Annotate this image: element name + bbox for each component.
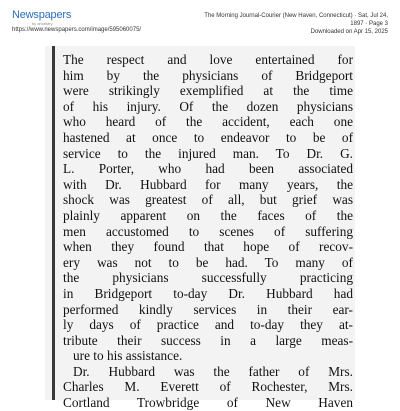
article-line: shock was greatest of all, but grief was	[63, 192, 353, 208]
article-line: ure to his assistance.	[73, 348, 183, 364]
article-line: L. Porter, who had been associated	[63, 161, 353, 177]
article-text	[63, 52, 353, 411]
article-line: men accustomed to scenes of suffering	[63, 223, 353, 239]
newspaper-clipping	[45, 46, 355, 411]
article-line: with Dr. Hubbard for many years, the	[63, 176, 353, 192]
article-line: were strikingly exemplified at the time	[63, 83, 353, 99]
article-line: plainly apparent on the faces of the	[63, 207, 353, 223]
meta-publication: The Morning Journal-Courier (New Haven, Connecticut) · Sat, Jul 24,	[204, 13, 388, 19]
article-line: service to the injured man. To Dr. G.	[63, 145, 353, 161]
article-line: of his injury. Of the dozen physicians	[63, 98, 353, 114]
article-line: Cortland Trowbridge of New Haven	[63, 395, 353, 411]
article-line: who heard of the accident, each one	[63, 114, 353, 130]
article-line: when they found that hope of recov-	[63, 239, 353, 255]
article-line: Dr. Hubbard was the father of Mrs.	[73, 363, 353, 379]
column-rule	[52, 46, 55, 400]
logo-tagline: by ancestry	[32, 21, 53, 26]
newspapers-logo[interactable]: Newspapers	[12, 9, 72, 21]
article-line: in Bridgeport to-day Dr. Hubbard had	[63, 285, 353, 301]
article-line: Charles M. Everett of Rochester, Mrs.	[63, 379, 353, 395]
article-line: ery was not to be had. To many of	[63, 254, 353, 270]
article-line: tribute their success in a large meas-	[63, 332, 353, 348]
article-line: The respect and love entertained for	[63, 52, 353, 67]
publication-meta	[148, 12, 388, 36]
meta-date-page: 1897 · Page 3	[350, 21, 388, 27]
page-header	[0, 0, 400, 46]
meta-downloaded: Downloaded on Apr 15, 2025	[310, 29, 388, 35]
article-line: him by the physicians of Bridgeport	[63, 67, 353, 83]
article-line: performed kindly services in their ear-	[63, 301, 353, 317]
article-line: hastened at once to endeavor to be of	[63, 129, 353, 145]
article-line: ly days of practice and to-day they at-	[63, 317, 353, 333]
article-line: the physicians successfully practicing	[63, 270, 353, 286]
source-url[interactable]: https://www.newspapers.com/image/595060075/	[12, 27, 142, 33]
